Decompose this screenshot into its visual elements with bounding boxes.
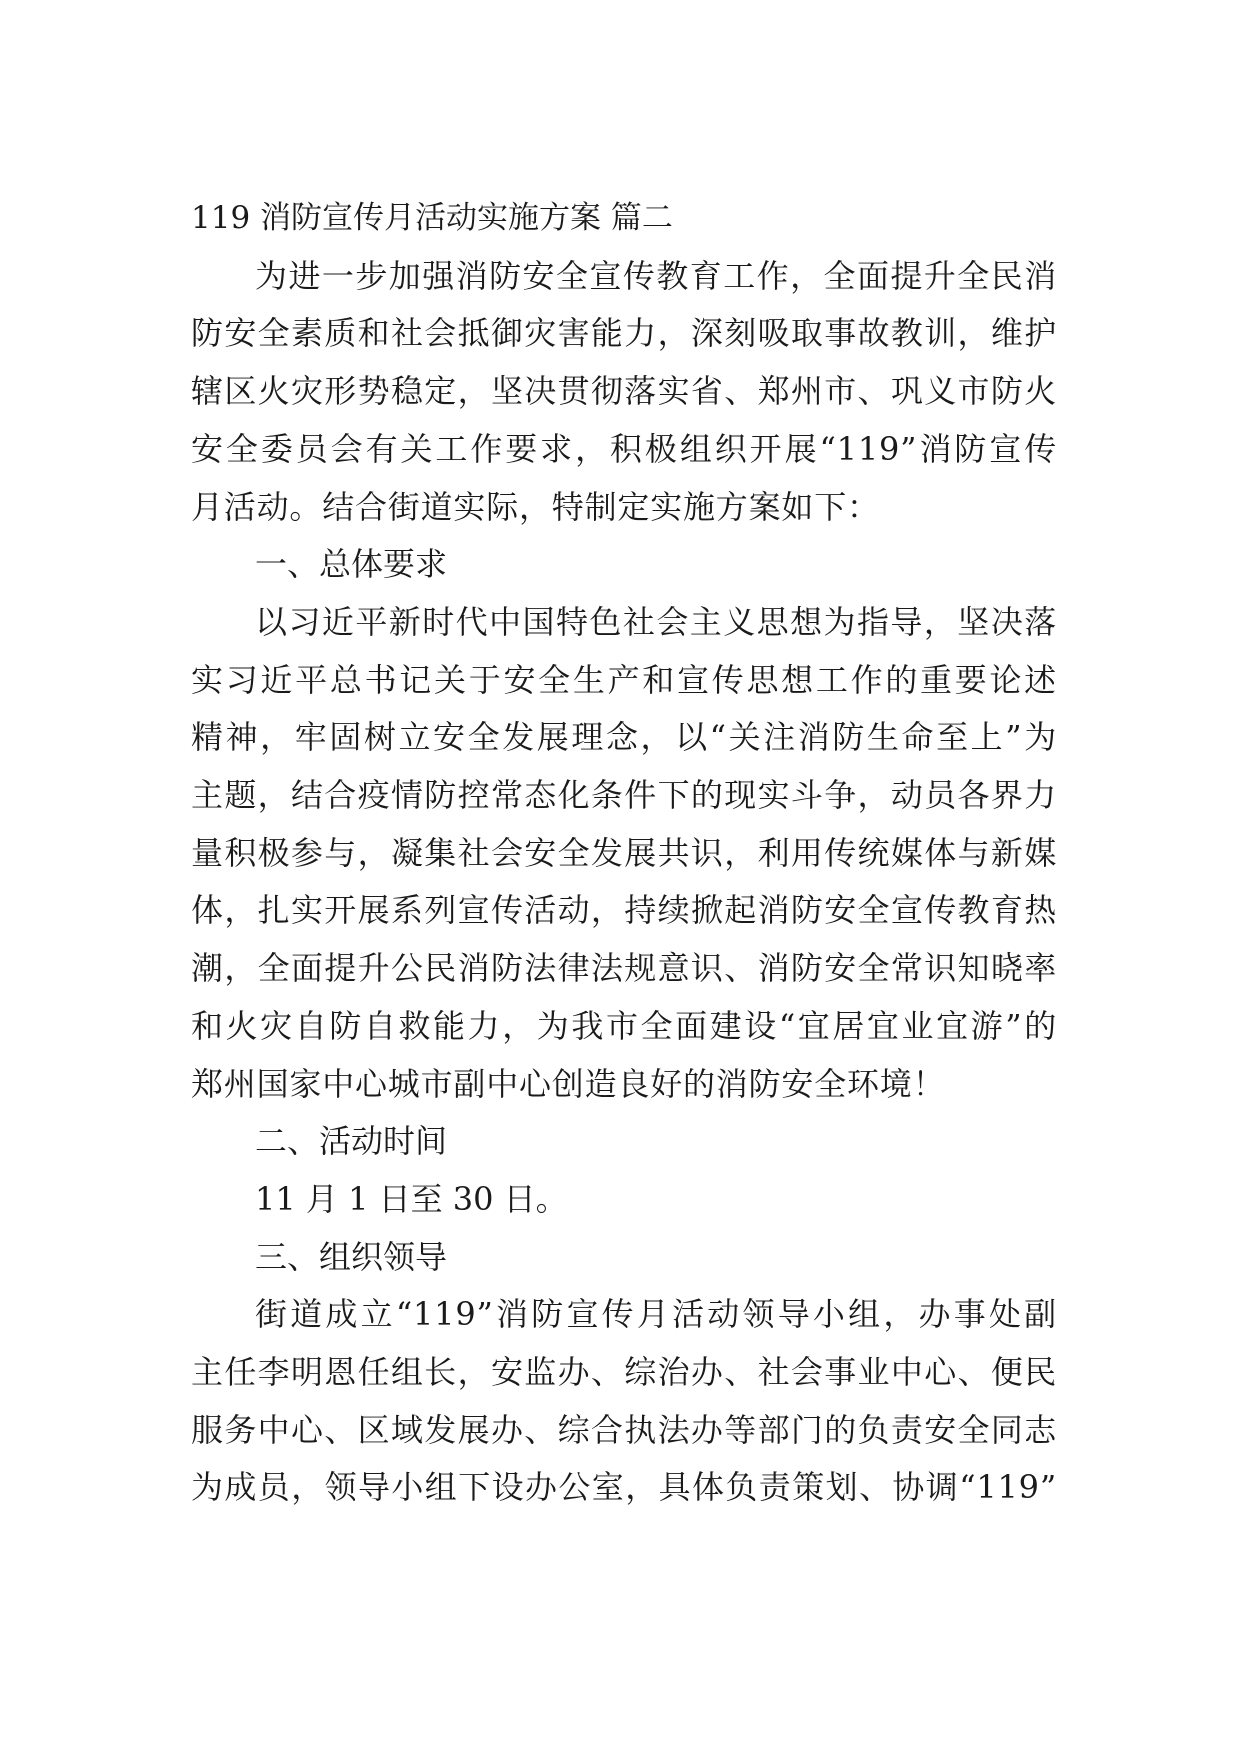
- text-line: 服务中心、区域发展办、综合执法办等部门的负责安全同志: [191, 1410, 1057, 1449]
- document-page: [191, 190, 1057, 1517]
- text-line: 防安全素质和社会抵御灾害能力，深刻吸取事故教训，维护: [191, 314, 1057, 353]
- text-line: 实习近平总书记关于安全生产和宣传思想工作的重要论述: [191, 660, 1057, 699]
- text-line: 辖区火灾形势稳定，坚决贯彻落实省、郑州市、巩义市防火: [191, 372, 1057, 411]
- text-line: 街道成立“119”消防宣传月活动领导小组，办事处副: [255, 1295, 1057, 1334]
- text-line: 安全委员会有关工作要求，积极组织开展“119”消防宣传: [191, 429, 1057, 468]
- requirements-paragraph: [191, 594, 1057, 1113]
- section-heading-2: 二、活动时间: [255, 1122, 448, 1161]
- activity-dates: 11 月 1 日至 30 日。: [255, 1179, 568, 1218]
- text-line: 量积极参与，凝集社会安全发展共识，利用传统媒体与新媒: [191, 833, 1057, 872]
- intro-paragraph: [191, 248, 1057, 537]
- text-line: 郑州国家中心城市副中心创造良好的消防安全环境！: [191, 1064, 946, 1103]
- text-line: 体，扎实开展系列宣传活动，持续掀起消防安全宣传教育热: [191, 891, 1057, 930]
- text-line: 为进一步加强消防安全宣传教育工作，全面提升全民消: [255, 256, 1057, 295]
- section-heading-3: 三、组织领导: [255, 1237, 448, 1276]
- text-line: 主任李明恩任组长，安监办、综治办、社会事业中心、便民: [191, 1353, 1057, 1392]
- text-line: 月活动。结合街道实际，特制定实施方案如下：: [191, 487, 880, 526]
- text-line: 精神，牢固树立安全发展理念，以“关注消防生命至上”为: [191, 718, 1057, 757]
- document-title: 119 消防宣传月活动实施方案 篇二: [191, 200, 673, 236]
- text-line: 和火灾自防自救能力，为我市全面建设“宜居宜业宜游”的: [191, 1006, 1057, 1045]
- text-line: 以习近平新时代中国特色社会主义思想为指导，坚决落: [255, 602, 1057, 641]
- text-line: 潮，全面提升公民消防法律法规意识、消防安全常识知晓率: [191, 949, 1057, 988]
- text-line: 主题，结合疫情防控常态化条件下的现实斗争，动员各界力: [191, 776, 1057, 815]
- section-heading-1: 一、总体要求: [255, 545, 448, 584]
- text-line: 为成员，领导小组下设办公室，具体负责策划、协调“119”: [191, 1468, 1057, 1507]
- leadership-paragraph: [191, 1286, 1057, 1517]
